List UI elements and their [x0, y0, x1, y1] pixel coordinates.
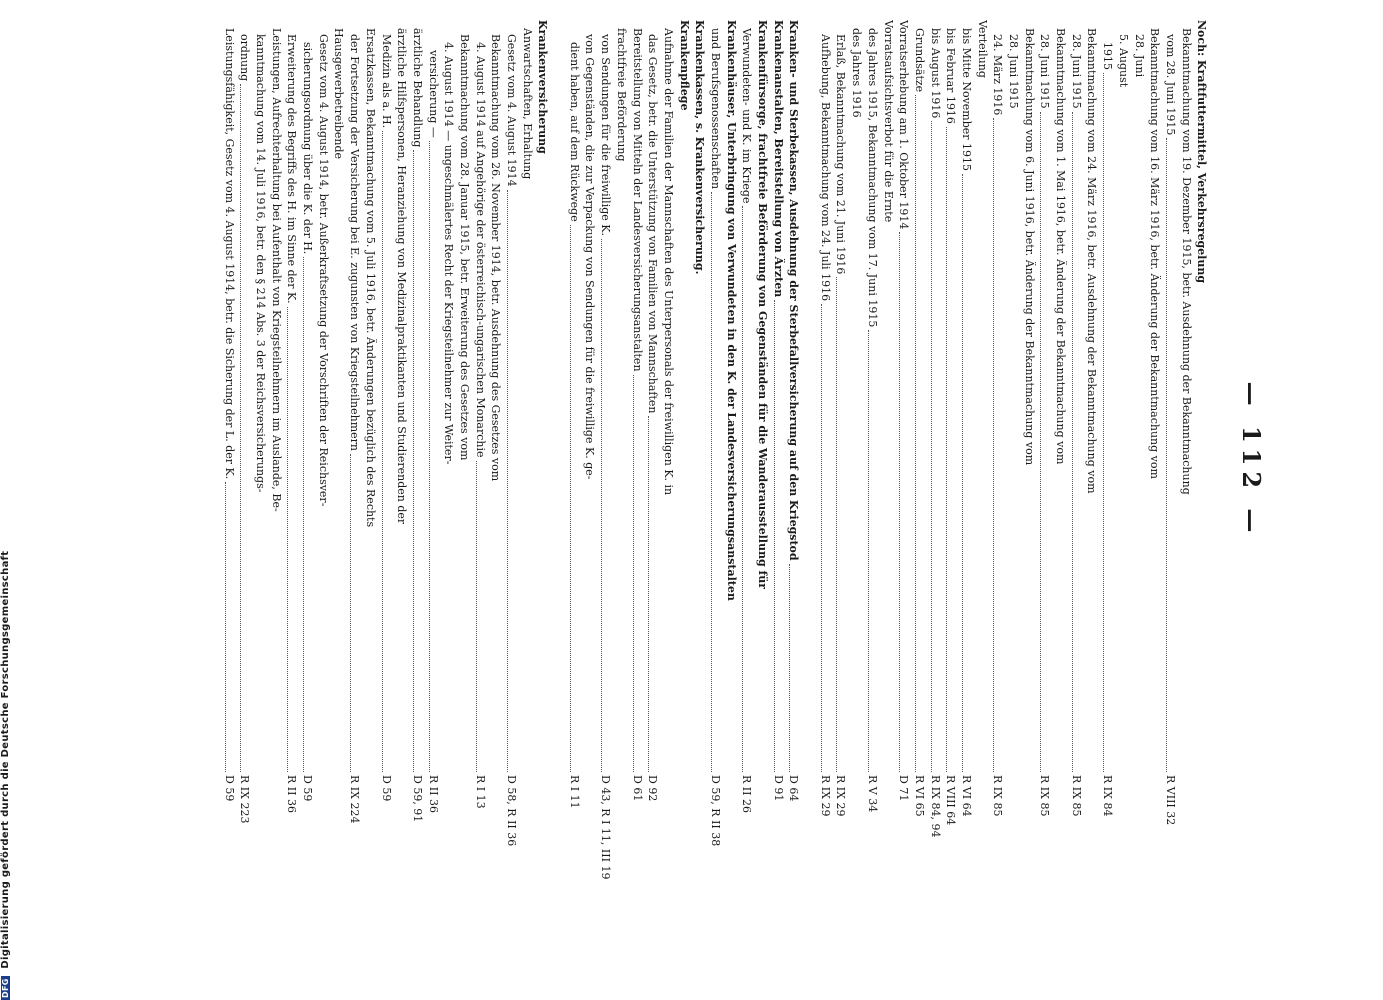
entry-text: Krankenfürsorge, frachtfreie Beförderung von Gegenständen für die Wanderausstellung für [756, 20, 770, 590]
side-caption [0, 0, 14, 1000]
index-entry [771, 20, 787, 900]
entry-reference: R VIII 32 [1163, 775, 1177, 826]
entry-text: des Jahres 1916 [850, 28, 864, 118]
index-entry [488, 20, 504, 900]
entry-text: ärztliche Hilfspersonen, Heranziehung von Medizinalpraktikanten und Studierenden der [395, 28, 409, 525]
index-entry [708, 20, 724, 900]
dot-leader [507, 190, 508, 772]
entry-text: bis Februar 1916 [944, 28, 958, 124]
index-entry [645, 20, 661, 900]
entry-reference: D 59, 91 [410, 775, 424, 823]
index-entry [1132, 20, 1148, 900]
index-entry [661, 20, 677, 900]
dot-leader [648, 416, 649, 772]
entry-reference: D 91 [771, 775, 785, 802]
entry-reference: R II 26 [740, 775, 754, 813]
entry-text: Krankenhäuser, Unterbringung von Verwundeten in den K. der Landesversicherungsanstalten [724, 20, 738, 601]
index-entry [818, 20, 834, 900]
entry-text: 28. Juni 1915 [1007, 34, 1021, 109]
dot-leader [429, 141, 430, 772]
page-number: — 112 — [1237, 381, 1266, 539]
entry-reference: R I 13 [473, 775, 487, 809]
dot-leader [711, 192, 712, 772]
index-entry [975, 20, 991, 900]
dfg-logo: DFG [0, 978, 10, 998]
index-entry [802, 20, 818, 900]
dot-leader [303, 257, 304, 772]
index-entry [912, 20, 928, 900]
dot-leader [350, 454, 351, 772]
entry-reference: R VI 64 [960, 775, 973, 817]
index-entry [896, 20, 912, 900]
entry-reference: D 61 [630, 775, 644, 802]
index-entry [426, 20, 442, 900]
entry-text: 24. März 1916 [991, 34, 1005, 116]
entry-text: Bekanntmachung vom 28. Januar 1915, betr. Erweiterung des Gesetzes vom [458, 34, 471, 461]
dot-leader [633, 375, 634, 772]
index-entry [834, 20, 850, 900]
entry-text: Bekanntmachung vom 6. Juni 1916, betr. Änderung der Bekanntmachung vom [1022, 28, 1036, 466]
index-entry [347, 20, 363, 900]
entry-text: von Sendungen für die freiwillige K. [599, 34, 613, 236]
entry-reference: D 64 [787, 775, 801, 802]
entry-text: 4. August 1914 — ungeschmälertes Recht der Kriegsteilnehmer zur Weiter- [442, 42, 456, 465]
entry-reference: R VI 65 [912, 775, 926, 817]
index-entry [959, 20, 975, 900]
index-entry [441, 20, 457, 900]
index-entry [237, 20, 253, 900]
dot-leader [789, 564, 790, 772]
entry-text: Krankenpflege [677, 20, 691, 111]
index-entry [630, 20, 646, 900]
entry-text: Gesetz vom 4. August 1914, betr. Außerkraftsetzung der Vorschriften der Reichsver- [316, 34, 330, 507]
index-entry [1163, 20, 1179, 900]
index-entry [1116, 20, 1132, 900]
index-entry [253, 20, 269, 900]
index-entry [1006, 20, 1022, 900]
entry-reference: D 71 [897, 775, 911, 802]
entry-text: Medizin als a. H. [379, 34, 393, 129]
index-entry [677, 20, 693, 900]
entry-text: Hausgewerbetreibende [332, 28, 346, 160]
entry-reference: R IX 29 [818, 775, 832, 817]
entry-reference: R IX 224 [348, 775, 362, 824]
entry-reference: R IX 85 [991, 775, 1005, 817]
entry-text: des Jahres 1915, Bekanntmachung vom 17. Juni 1915 [865, 28, 879, 328]
entry-text: und Berufsgenossenschaften [709, 28, 722, 190]
dot-leader [946, 127, 947, 772]
entry-text: Noch: Kraftfuttermittel, Verkehrsregelung [1195, 20, 1209, 284]
index-entry [881, 20, 897, 900]
side-caption-text: Digitalisierung gefördert durch die Deutsche Forschungsgemeinschaft [0, 550, 11, 969]
entry-text: Krankenanstalten, Bereitstellung von Ärzten [771, 20, 785, 298]
entry-text: kanntmachung vom 14. Juli 1916, betr. den § 214 Abs. 3 der Reichsversicherungs- [254, 34, 268, 493]
index-entry [1147, 20, 1163, 900]
entry-reference: R I 11 [567, 775, 581, 809]
index-entry [300, 20, 316, 900]
index-entry [379, 20, 395, 900]
entry-reference: R V 34 [865, 775, 879, 813]
dot-leader [821, 304, 822, 772]
dot-leader [915, 95, 916, 772]
entry-text: frachtfreie Beförderung [614, 28, 628, 162]
dot-leader [413, 150, 414, 772]
entry-text: Krankenversicherung [536, 20, 550, 154]
dot-leader [570, 225, 571, 772]
entry-text: Bereitstellung von Mitteln der Landesversicherungsanstalten [630, 28, 644, 372]
entry-text: Aufhebung, Bekanntmachung vom 24. Juli 1916 [818, 34, 832, 302]
index-entry [332, 20, 348, 900]
entry-text: Bekanntmachung vom 16. März 1916, betr. Änderung der Bekanntmachung vom [1148, 28, 1162, 479]
index-entry [284, 20, 300, 900]
entry-text: Aufnahme der Familien der Mannschaften des Unterpersonals der freiwilligen K. in [661, 28, 675, 496]
entry-text: Vorratsaufsichtsverbot für die Ernte [881, 20, 895, 223]
dot-leader [993, 118, 994, 772]
entry-text: 4. August 1914 auf Angehörige der österreichisch-ungarischen Monarchie [473, 42, 487, 458]
dot-leader [962, 174, 963, 772]
index-entry [724, 20, 740, 900]
dot-leader [742, 206, 743, 772]
index-entry [316, 20, 332, 900]
dot-leader [931, 121, 932, 772]
dot-leader [868, 330, 869, 772]
dot-leader [1103, 73, 1104, 772]
index-entry [535, 20, 551, 900]
rotated-page-content [180, 20, 1266, 900]
entry-reference: D 59 [222, 775, 236, 802]
index-entry [598, 20, 614, 900]
dot-leader [774, 300, 775, 772]
entry-text: vom 28. Juni 1915 [1163, 34, 1177, 136]
entry-reference: R IX 223 [238, 775, 252, 824]
entry-text: Bekanntmachung vom 24. März 1916, betr. Ausdehnung der Bekanntmachung vom [1085, 28, 1099, 494]
entry-text: bis Mitte November 1915 [960, 28, 973, 172]
dot-leader [476, 461, 477, 772]
entry-text: 28. Juni 1915 [1038, 34, 1052, 109]
index-entry [583, 20, 599, 900]
index-entry [692, 20, 708, 900]
entry-reference: D 43, R I 11, III 19 [599, 775, 613, 880]
entry-text: 5. August [1116, 34, 1130, 88]
entry-text: 28. Juni 1915 [1069, 34, 1083, 109]
entry-text: Gesetz vom 4. August 1914 [505, 34, 519, 187]
entry-text: von Gegenständen, die zur Verpackung von Sendungen für die freiwillige K. ge- [583, 34, 597, 480]
index-entry [614, 20, 630, 900]
entry-text: Grundsätze [912, 28, 926, 93]
index-entry [865, 20, 881, 900]
dot-leader [1166, 138, 1167, 772]
entry-reference: R VIII 64 [944, 775, 958, 826]
entry-text: dient haben, auf dem Rückwege [567, 42, 581, 222]
dot-leader [287, 307, 288, 772]
entry-reference: R IX 85 [1069, 775, 1083, 817]
index-entry [928, 20, 944, 900]
index-entry [849, 20, 865, 900]
entry-text: sicherungsordnung über die K. der H. [301, 42, 315, 255]
dot-leader [1040, 112, 1041, 772]
index-entries [222, 20, 1210, 900]
index-entry [1100, 20, 1116, 900]
entry-reference: R IX 85 [1038, 775, 1052, 817]
entry-text: der Fortsetzung der Versicherung bei E. zugunsten von Kriegsteilnehmern [348, 34, 362, 451]
entry-reference: R IX 29 [834, 775, 848, 817]
entry-text: Leistungen, Aufrechterhaltung bei Aufenthalt von Kriegsteilnehmern im Auslande, Be- [269, 28, 283, 512]
entry-text: ordnung [238, 34, 252, 82]
index-entry [457, 20, 473, 900]
entry-reference: D 59, R II 38 [709, 775, 722, 847]
entry-text: Ersatzkassen, Bekanntmachung vom 5. Juli 1916, betr. Änderungen bezüglich des Rechts [363, 28, 377, 528]
entry-text: Verwundeten- und K. im Kriege [740, 28, 754, 204]
entry-text: versicherung — [426, 50, 440, 138]
entry-reference: D 59 [301, 775, 315, 802]
entry-reference: R IX 84, 94 [928, 775, 942, 838]
index-entry [551, 20, 567, 900]
entry-text: Anwartschaften, Erhaltung [520, 28, 534, 180]
index-entry [269, 20, 285, 900]
dot-leader [899, 232, 900, 772]
index-entry [1022, 20, 1038, 900]
entry-reference: D 58, R II 36 [505, 775, 519, 847]
entry-text: Bekanntmachung vom 1. Mai 1916, betr. Änderung der Bekanntmachung vom [1054, 28, 1068, 465]
entry-reference: D 59 [379, 775, 393, 802]
index-entry [1037, 20, 1053, 900]
index-entry [1179, 20, 1195, 900]
index-entry [520, 20, 536, 900]
entry-text: Bekanntmachung vom 19. Dezember 1915, betr. Ausdehnung der Bekanntmachung [1179, 28, 1193, 495]
entry-text: Verteilung [975, 20, 989, 78]
index-entry [1194, 20, 1210, 900]
entry-text: Kranken- und Sterbekassen, Ausdehnung der Sterbefallversicherung auf den Kriegstod [787, 20, 801, 561]
entry-reference: R II 36 [285, 775, 299, 813]
index-entry [504, 20, 520, 900]
index-entry [739, 20, 755, 900]
entry-text: 1915 [1101, 42, 1115, 70]
entry-text: 28. Juni [1132, 34, 1146, 78]
index-entry [1053, 20, 1069, 900]
entry-text: Vorratserhebung am 1. Oktober 1914 [897, 20, 911, 230]
index-entry [755, 20, 771, 900]
dot-leader [240, 84, 241, 772]
entry-text: Krankenkassen, s. Krankenversicherung. [693, 20, 707, 275]
index-entry [1085, 20, 1101, 900]
dot-leader [601, 239, 602, 772]
entry-text: Erlaß, Bekanntmachung vom 21. Juni 1916 [834, 34, 848, 275]
entry-text: das Gesetz, betr. die Unterstützung von Familien von Mannschaften [646, 34, 660, 414]
index-entry [394, 20, 410, 900]
entry-text: Erweiterung des Begriffs des H. im Sinne der K. [285, 34, 299, 304]
entry-text: Bekanntmachung vom 26. November 1914, betr. Ausdehnung des Gesetzes vom [489, 34, 503, 482]
index-entry [943, 20, 959, 900]
index-entry [363, 20, 379, 900]
entry-text: Leistungsfähigkeit, Gesetz vom 4. August 1914, betr. die Sicherung der L. der K. [222, 28, 236, 480]
entry-reference: D 92 [646, 775, 660, 802]
index-entry [1069, 20, 1085, 900]
entry-text: ärztliche Behandlung [410, 28, 424, 148]
dot-leader [225, 482, 226, 772]
index-entry [410, 20, 426, 900]
dot-leader [1072, 112, 1073, 772]
index-entry [990, 20, 1006, 900]
index-entry [222, 20, 238, 900]
index-entry [567, 20, 583, 900]
dot-leader [837, 277, 838, 772]
entry-reference: R IX 84 [1101, 775, 1115, 817]
dot-leader [382, 131, 383, 772]
index-entry [786, 20, 802, 900]
entry-text: bis August 1916 [928, 28, 942, 119]
index-entry [473, 20, 489, 900]
entry-reference: R II 36 [426, 775, 440, 813]
